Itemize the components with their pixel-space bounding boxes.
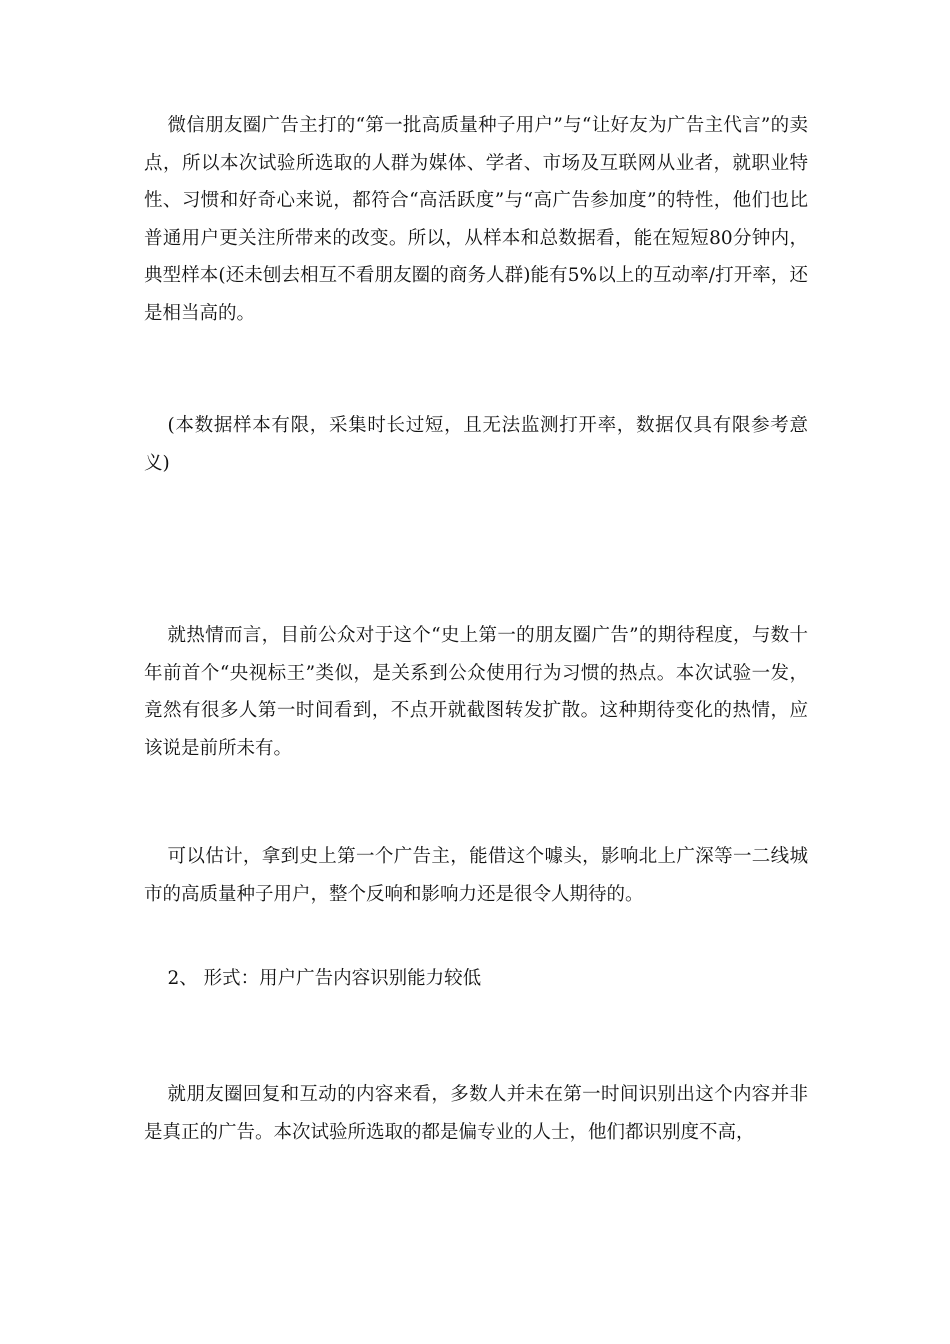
paragraph-influence-estimate: 可以估计，拿到史上第一个广告主，能借这个噱头，影响北上广深等一二线城市的高质量种子用户，整个反响和影响力还是很令人期待的。 (144, 846, 808, 905)
paragraph-ad-recognition: 就朋友圈回复和互动的内容来看，多数人并未在第一时间识别出这个内容并非是真正的广告。本次试验所选取的都是偏专业的人士，他们都识别度不高， (144, 1084, 808, 1143)
paragraph-public-enthusiasm: 就热情而言，目前公众对于这个“史上第一的朋友圈广告”的期待程度，与数十年前首个“央视标王”类似，是关系到公众使用行为习惯的热点。本次试验一发，竟然有很多人第一时间看到，不点开就截图转发扩散。这种期待变化的热情，应该说是前所未有。 (144, 625, 808, 759)
paragraph-target-audience: 微信朋友圈广告主打的“第一批高质量种子用户”与“让好友为广告主代言”的卖点，所以本次试验所选取的人群为媒体、学者、市场及互联网从业者，就职业特性、习惯和好奇心来说，都符合“高活跃度”与“高广告参加度”的特性，他们也比普通用户更关注所带来的改变。所以，从样本和总数据看，能在短短80分钟内，典型样本(还未刨去相互不看朋友圈的商务人群)能有5%以上的互动率/打开率，还是相当高的。 (144, 115, 808, 324)
paragraph-data-note: (本数据样本有限，采集时长过短，且无法监测打开率，数据仅具有限参考意义) (144, 415, 808, 474)
section-heading-format: 2、 形式：用户广告内容识别能力较低 (167, 968, 482, 989)
